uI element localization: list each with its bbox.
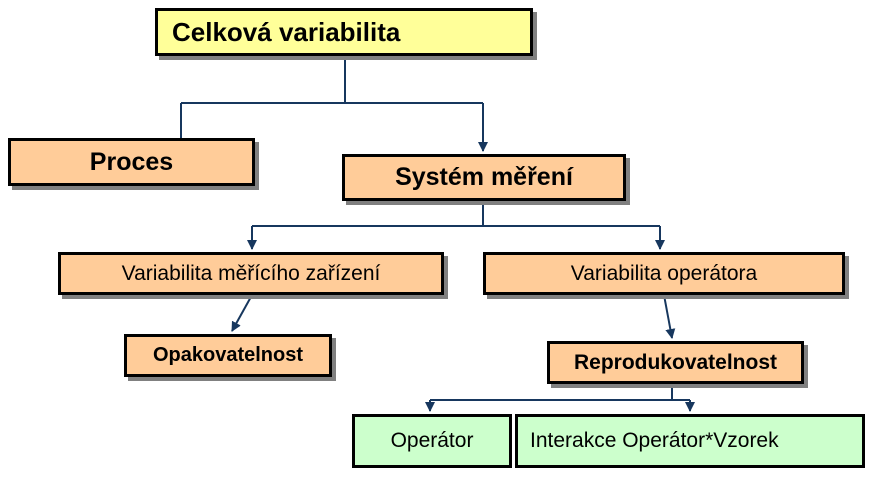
connector-var-zar-to-opak <box>232 295 252 331</box>
node-variabilita-operatora <box>483 252 845 295</box>
node-reprodukovatelnost <box>547 341 804 384</box>
node-system-mereni <box>342 154 626 201</box>
node-celkova-variabilita <box>155 8 533 56</box>
node-variabilita-zarizeni <box>58 252 444 295</box>
node-proces <box>8 138 255 186</box>
connector-var-op-to-repro <box>664 295 672 338</box>
node-operator <box>352 414 512 468</box>
node-label: Opakovatelnost <box>152 344 304 366</box>
node-label: Celková variabilita <box>172 16 401 47</box>
node-label: Systém měření <box>395 163 573 191</box>
node-interakce-operator-vzorek <box>515 414 865 468</box>
node-label: Variabilita operátora <box>570 261 758 285</box>
node-label: Interakce Operátor*Vzorek <box>530 429 779 452</box>
node-label: Reprodukovatelnost <box>573 350 778 374</box>
node-label: Proces <box>89 147 174 176</box>
node-label: Operátor <box>390 429 474 452</box>
node-opakovatelnost <box>124 334 332 377</box>
node-label: Variabilita měřícího zařízení <box>121 261 381 285</box>
